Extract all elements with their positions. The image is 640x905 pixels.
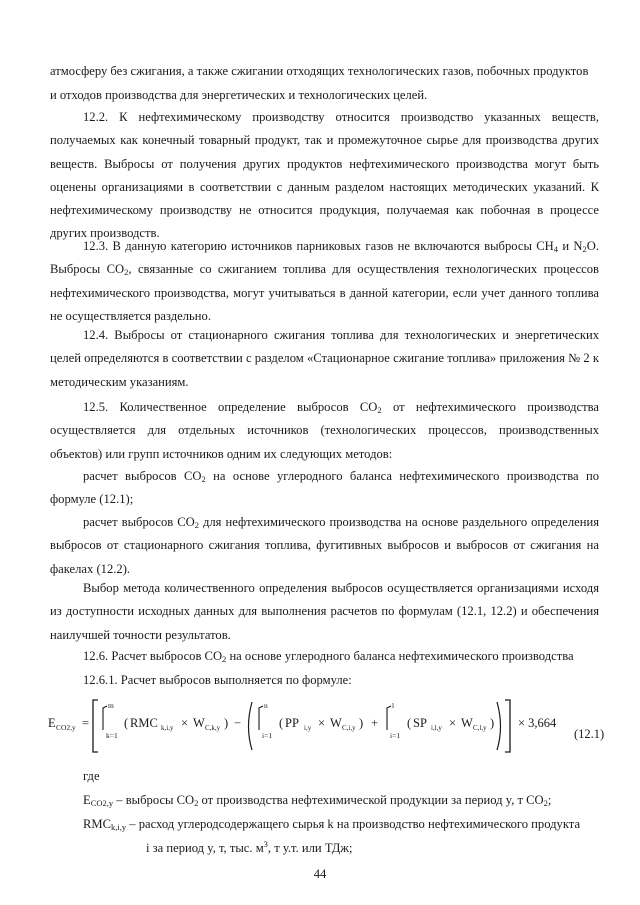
paren-open: (	[124, 716, 129, 730]
subscript: 2	[543, 798, 548, 808]
subscript: 2	[194, 520, 199, 530]
subscript: 2	[222, 654, 227, 664]
where-label	[83, 765, 100, 788]
paragraph-text: Выбор метода количественного определения выбросов осуществляется организациями исходя из доступности исходных данных для выполнения расчетов по формулам (12.1, 12.2) и обеспечения наилучшей точности результатов.	[50, 581, 599, 642]
sum-upper-limit: n	[264, 701, 268, 710]
times-sign: ×	[449, 716, 457, 730]
text-line: и отходов производства для энергетических и технологических целей.	[50, 88, 428, 102]
subscript: 2	[201, 474, 206, 484]
text-run: на основе углеродного баланса нефтехимического производства по формуле (12.1);	[50, 469, 599, 507]
sp-subscript: i,l,y	[431, 724, 442, 732]
method-item-2	[50, 511, 599, 581]
w-symbol: W	[330, 716, 342, 730]
text-run: 12.5. Количественное определение выбросов CO	[83, 400, 378, 414]
w-subscript: C,l,y	[473, 724, 487, 732]
paren-open: (	[279, 716, 284, 730]
text-run: для нефтехимического производства на основе раздельного определения выбросов от стационарного сжигания топлива, фугитивных выбросов и выбросов от сжигания на факелах (12.2).	[50, 515, 600, 576]
right-bracket	[505, 700, 510, 752]
formula-lhs: E	[48, 716, 56, 730]
paragraph-12-2	[50, 106, 599, 246]
w-subscript: C,k,y	[205, 724, 221, 732]
text-run: ;	[547, 793, 552, 807]
method-item-1	[50, 465, 599, 512]
rmc-subscript: k,i,y	[161, 724, 174, 732]
paragraph-continued	[50, 84, 427, 107]
definition-rmc-continued	[146, 837, 353, 860]
w-symbol: W	[461, 716, 473, 730]
subscript: 2	[582, 244, 587, 254]
text-run: – выбросы CO	[113, 793, 195, 807]
subscript: k,i,y	[111, 822, 127, 832]
paren-close: )	[359, 716, 364, 730]
text-run: O. Выбросы CO	[50, 239, 599, 277]
superscript: 3	[263, 839, 268, 849]
paragraph-continued	[50, 60, 588, 83]
pp-symbol: PP	[285, 716, 299, 730]
paren-close: )	[490, 716, 495, 730]
sum-upper-limit: m	[108, 701, 114, 710]
left-bracket	[93, 700, 98, 752]
formula-12-1	[46, 694, 626, 756]
paragraph-12-4	[50, 324, 599, 394]
w-subscript: C,i,y	[342, 724, 356, 732]
symbol: RMC	[83, 817, 111, 831]
plus-sign: +	[371, 716, 379, 730]
formula-number: (12.1)	[574, 727, 605, 741]
sum-lower-limit: i=1	[262, 731, 273, 740]
definition-rmc	[83, 813, 580, 836]
paren-open: (	[407, 716, 412, 730]
text-run: от нефтехимического производства осуществляется для отдельных источников (технологических процессов, производственных объектов) или групп источников одним их следующих методов:	[50, 400, 599, 461]
text-run: – расход углеродсодержащего сырья k на производство нефтехимического продукта	[126, 817, 581, 831]
factor: × 3,664	[518, 716, 557, 730]
paragraph-12-6-1	[83, 669, 352, 692]
text-run: от производства нефтехимической продукции за период y, т CO	[198, 793, 544, 807]
sum-sign	[387, 706, 391, 730]
pp-subscript: i,y	[304, 724, 312, 732]
paragraph-text: 12.4. Выбросы от стационарного сжигания топлива для технологических и энергетических целей определяются в соответствии с разделом «Стационарное сжигание топлива» приложения № 2 к методическим указаниям.	[50, 328, 599, 389]
big-paren-open	[249, 702, 253, 750]
text-run: на основе углеродного баланса нефтехимического производства	[226, 649, 574, 663]
paragraph-12-5	[50, 396, 599, 466]
subscript: CO2,y	[90, 798, 114, 808]
text-run: и N	[557, 239, 583, 253]
paren-close: )	[224, 716, 229, 730]
formula-lhs-subscript: CO2,y	[56, 723, 76, 732]
paragraph-text: 12.6.1. Расчет выбросов выполняется по формуле:	[83, 673, 352, 687]
subscript: 2	[194, 798, 199, 808]
sum-sign	[259, 706, 263, 730]
where-text: где	[83, 769, 100, 783]
paragraph-12-3	[50, 235, 599, 328]
text-run: , т у.т. или ТДж;	[267, 841, 353, 855]
text-line: атмосферу без сжигания, а также сжигании отходящих технологических газов, побочных продуктов	[50, 64, 589, 78]
paragraph-12-6	[83, 645, 574, 668]
times-sign: ×	[318, 716, 326, 730]
symbol: E	[83, 793, 91, 807]
text-run: i за период y, т, тыс. м	[146, 841, 264, 855]
text-run: расчет выбросов CO	[83, 515, 195, 529]
page-number: 44	[313, 867, 327, 881]
paragraph-method-choice	[50, 577, 599, 647]
w-symbol: W	[193, 716, 205, 730]
sum-lower-limit: i=1	[390, 731, 401, 740]
subscript: 4	[553, 244, 558, 254]
big-paren-close	[497, 702, 501, 750]
sum-lower-limit: k=1	[106, 731, 118, 740]
sp-symbol: SP	[413, 716, 427, 730]
minus-sign: −	[234, 716, 242, 730]
definition-e-co2	[83, 789, 551, 812]
rmc-symbol: RMC	[130, 716, 158, 730]
sum-upper-limit: l	[392, 701, 395, 710]
paragraph-text: 12.2. К нефтехимическому производству относится производство указанных веществ, получаемых как конечный товарный продукт, так и промежуточное сырье для производства других веществ. Выбросы от получения других продуктов нефтехимического производства могут быть оценены организациями в соответствии с данным разделом настоящих методических указаний. К нефтехимическому производству не относится продукция, получаемая как побочная в процессе других производств.	[50, 110, 599, 241]
formula-equals: =	[82, 716, 90, 730]
times-sign: ×	[181, 716, 189, 730]
sum-sign	[103, 706, 107, 730]
text-run: 12.6. Расчет выбросов CO	[83, 649, 223, 663]
text-run: расчет выбросов CO	[83, 469, 202, 483]
text-run: , связанные со сжиганием топлива для осуществления технологических процессов нефтехимического производства, могут учитываться в данной категории, если учет данного топлива не осуществляется раздельно.	[50, 262, 599, 323]
text-run: 12.3. В данную категорию источников парниковых газов не включаются выбросы CH	[83, 239, 554, 253]
subscript: 2	[377, 405, 382, 415]
subscript: 2	[124, 267, 129, 278]
